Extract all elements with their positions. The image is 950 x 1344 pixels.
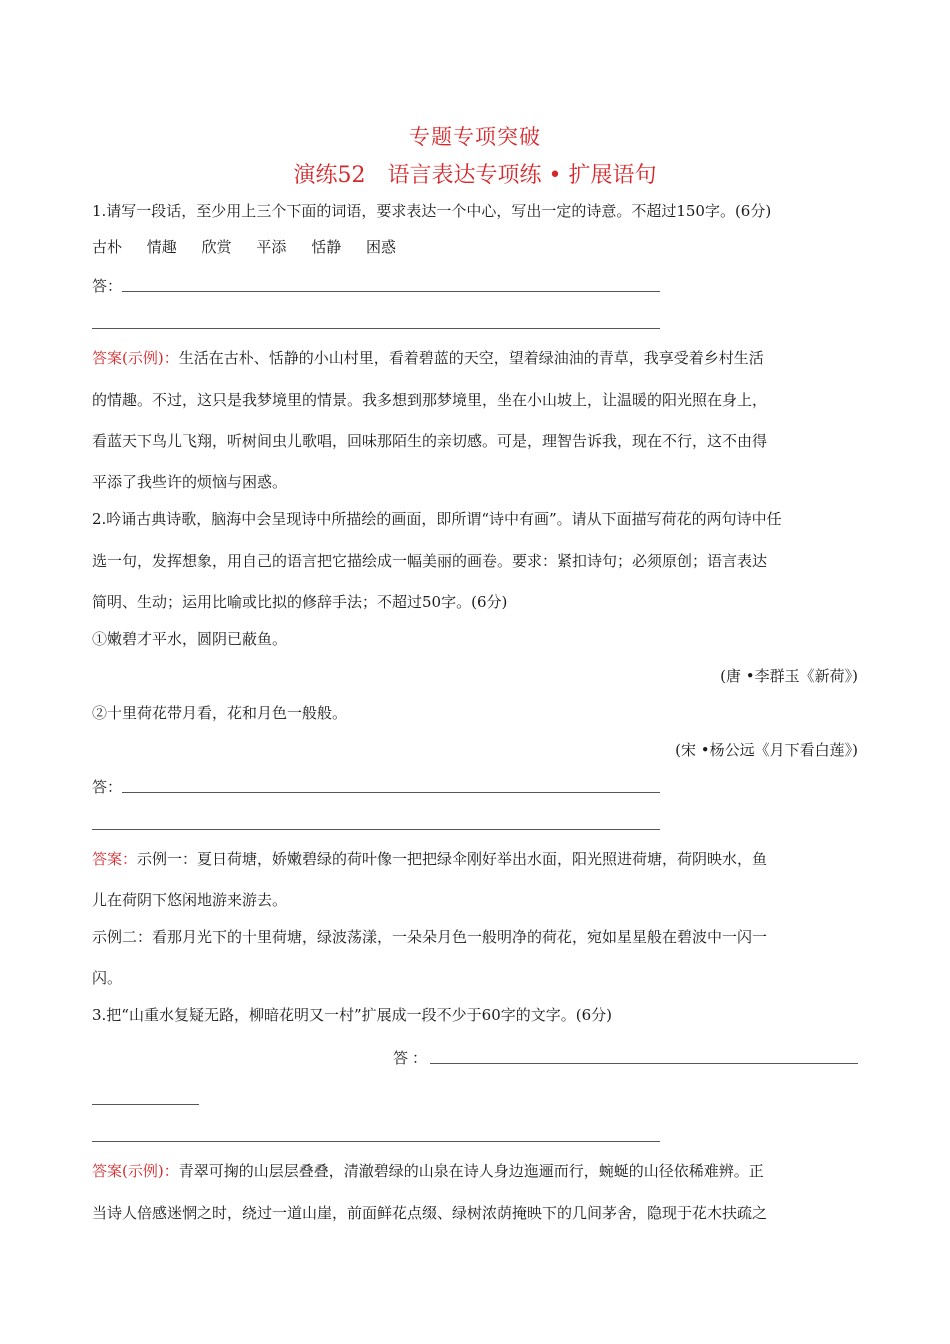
poem-line-1: ①嫩碧才平水，圆阴已蔽鱼。: [92, 630, 288, 648]
answer-blank-line[interactable]: [92, 1104, 199, 1105]
question-1-word-list: [92, 236, 862, 258]
answer-text: 青翠可掬的山层层叠叠，清澈碧绿的山泉在诗人身边迤逦而行，蜿蜒的山径依稀难辨。正: [178, 1162, 764, 1180]
poem-line-2: ②十里荷花带月看，花和月色一般般。: [92, 704, 348, 722]
question-1-answer: [92, 347, 862, 369]
answer-text: 当诗人倍感迷惘之时，绕过一道山崖，前面鲜花点缀、绿树浓荫掩映下的几间茅舍，隐现于花木扶疏之: [92, 1204, 768, 1222]
question-2-answer-label: 答：: [92, 778, 123, 796]
answer-blank-line[interactable]: [122, 792, 660, 793]
word-item: 困惑: [365, 238, 396, 256]
question-2-answer: [92, 848, 862, 870]
answer-blank-line[interactable]: [122, 291, 660, 292]
question-1-prompt: 1.请写一段话，至少用上三个下面的词语，要求表达一个中心，写出一定的诗意。不超过150字。(6分): [92, 202, 772, 220]
word-item: 情趣: [146, 238, 177, 256]
answer-text: 示例一：夏日荷塘，娇嫩碧绿的荷叶像一把把绿伞刚好举出水面，阳光照进荷塘，荷阴映水，鱼: [137, 850, 768, 868]
word-item: 古朴: [92, 238, 123, 256]
question-1-answer-label: 答：: [92, 277, 123, 295]
word-item: 欣赏: [201, 238, 232, 256]
answer-text: 看蓝天下鸟儿飞翔，听树间虫儿歌唱，回味那陌生的亲切感。可是，理智告诉我，现在不行，这不由得: [92, 432, 768, 450]
answer-text: 示例二：看那月光下的十里荷塘，绿波荡漾，一朵朵月色一般明净的荷花，宛如星星般在碧波中一闪一: [92, 928, 768, 946]
answer-blank-line[interactable]: [92, 1141, 660, 1142]
question-3-answer: [92, 1160, 862, 1182]
question-3-prompt: 3.把“山重水复疑无路，柳暗花明又一村”扩展成一段不少于60字的文字。(6分): [92, 1006, 612, 1024]
answer-prefix: 答案：: [92, 850, 138, 868]
answer-text: 生活在古朴、恬静的小山村里，看着碧蓝的天空，望着绿油油的青草，我享受着乡村生活: [178, 349, 764, 367]
document-title: 专题专项突破: [409, 125, 541, 149]
word-item: 恬静: [311, 238, 342, 256]
answer-blank-line[interactable]: [430, 1063, 858, 1064]
answer-text: 闪。: [92, 969, 123, 987]
poem-source-2: (宋 •杨公远《月下看白莲》): [675, 741, 858, 759]
question-2-prompt: 2.吟诵古典诗歌，脑海中会呈现诗中所描绘的画面，即所谓“诗中有画”。请从下面描写荷花的两句诗中任: [92, 510, 782, 528]
answer-prefix: 答案(示例)：: [92, 349, 179, 367]
question-3-answer-label: 答：: [393, 1049, 432, 1067]
answer-text: 的情趣。不过，这只是我梦境里的情景。我多想到那梦境里，坐在小山坡上，让温暖的阳光照在身上，: [92, 391, 768, 409]
answer-blank-line[interactable]: [92, 328, 660, 329]
answer-blank-line[interactable]: [92, 829, 660, 830]
document-subtitle: 演练52 语言表达专项练 • 扩展语句: [293, 163, 657, 188]
answer-text: 平添了我些许的烦恼与困惑。: [92, 473, 288, 491]
answer-text: 儿在荷阴下悠闲地游来游去。: [92, 891, 288, 909]
poem-source-1: (唐 •李群玉《新荷》): [720, 667, 858, 685]
question-2-prompt: 选一句，发挥想象，用自己的语言把它描绘成一幅美丽的画卷。要求：紧扣诗句；必须原创；语言表达: [92, 552, 768, 570]
word-item: 平添: [256, 238, 287, 256]
question-2-prompt: 简明、生动；运用比喻或比拟的修辞手法；不超过50字。(6分): [92, 593, 508, 611]
answer-prefix: 答案(示例)：: [92, 1162, 179, 1180]
